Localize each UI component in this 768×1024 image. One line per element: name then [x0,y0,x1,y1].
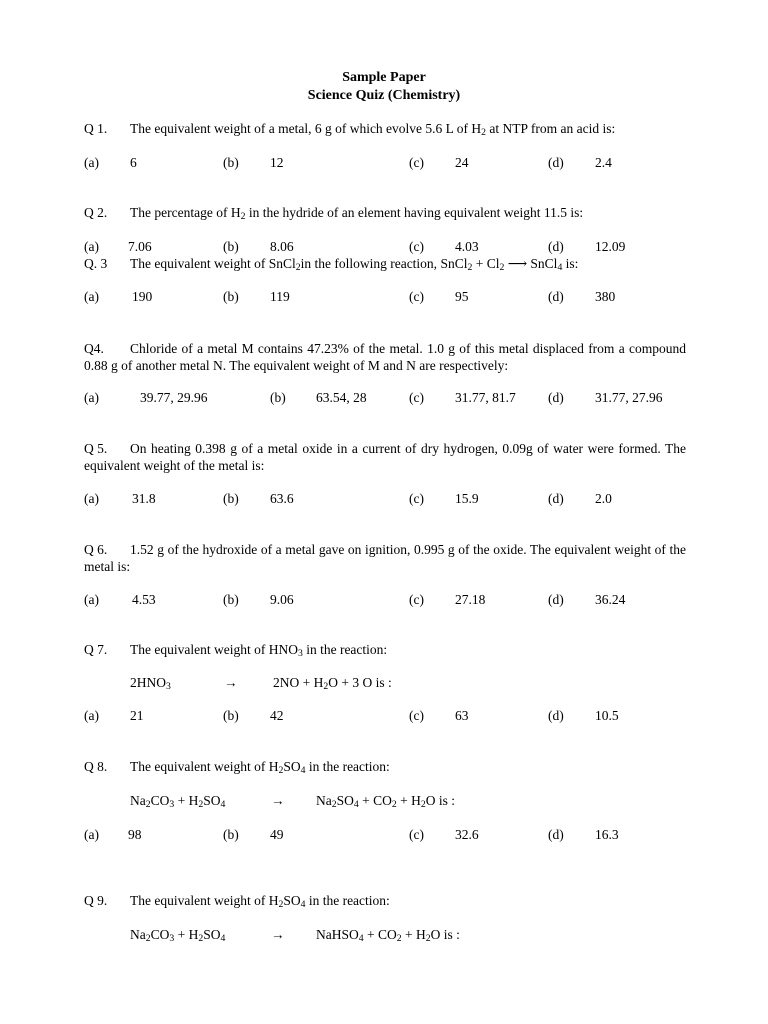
reaction-arrow: → [271,927,285,942]
option-label: (a) [84,708,99,723]
option-value: 8.06 [270,239,294,254]
question-text: The equivalent weight of $H_2SO_4$ in the reaction: [130,759,390,777]
equation-product: $2NO + H_2O + 3$ O is : [273,675,392,693]
option-value: 190 [132,289,153,304]
option-value: 4.03 [455,239,479,254]
question-number: Q 1. [84,121,108,136]
equation-reactant: $Na_2CO_3 + H_2SO_4$ [130,793,226,811]
option-label: (c) [409,390,424,405]
option-value: 15.9 [455,491,479,506]
equation-product: $Na_2SO_4 + CO_2 + H_2O$ is : [316,793,455,811]
option-value: 42 [270,708,284,723]
reaction-arrow: → [271,793,285,808]
question-text: The percentage of $H_2$ in the hydride of an element having equivalent weight 11.5 is: [130,205,584,223]
option-label: (a) [84,239,99,254]
option-label: (a) [84,827,99,842]
option-label: (b) [223,708,239,723]
question-text: Q4. Chloride of a metal M contains 47.23% of the metal. 1.0 g of this metal displaced from a compound 0.88 g of another metal N. The equivalent weight of M and N are respectively: [84,341,686,373]
question-text: The equivalent weight of a metal, 6 g of which evolve 5.6 L of $H_2$ at NTP from an acid is: [130,121,616,139]
option-value: 63.6 [270,491,294,506]
option-label: (b) [223,239,239,254]
option-label: (b) [223,155,239,170]
option-value: 24 [455,155,469,170]
option-value: 10.5 [595,708,619,723]
option-label: (c) [409,155,424,170]
option-value: 380 [595,289,616,304]
option-value: 36.24 [595,592,626,607]
option-value: 6 [130,155,137,170]
option-label: (d) [548,491,564,506]
question-number: Q 8. [84,759,108,774]
option-label: (a) [84,289,99,304]
question-number: Q 9. [84,893,108,908]
option-label: (c) [409,289,424,304]
option-value: 27.18 [455,592,486,607]
option-label: (c) [409,708,424,723]
option-value: 32.6 [455,827,479,842]
page-title: Sample Paper [342,70,426,85]
equation-reactant: $2HNO_3$ [130,675,171,693]
option-label: (b) [223,827,239,842]
option-label: (d) [548,827,564,842]
option-value: 7.06 [128,239,152,254]
option-value: 98 [128,827,142,842]
question-number: Q. 3 [84,256,108,271]
question-text: Q 6. 1.52 g of the hydroxide of a metal gave on ignition, 0.995 g of the oxide. The equivalent weight of the metal is: [84,542,686,574]
option-value: 31.77, 81.7 [455,390,516,405]
page-subtitle: Science Quiz (Chemistry) [307,88,461,103]
question-number: Q 6. [84,542,108,557]
option-label: (d) [548,155,564,170]
option-label: (d) [548,239,564,254]
option-label: (a) [84,390,99,405]
option-label: (b) [223,592,239,607]
option-label: (c) [409,491,424,506]
option-label: (d) [548,390,564,405]
option-value: 63 [455,708,469,723]
option-label: (c) [409,592,424,607]
option-label: (b) [223,491,239,506]
option-value: 95 [455,289,469,304]
question-text: The equivalent weight of $H_2SO_4$ in the reaction: [130,893,390,911]
option-value: 31.77, 27.96 [595,390,663,405]
option-value: 31.8 [132,491,156,506]
equation-product: NaHSO$_4$ + $CO_2 + H_2O$ is : [316,927,460,945]
option-value: 4.53 [132,592,156,607]
option-value: 12 [270,155,284,170]
option-label: (b) [223,289,239,304]
option-value: 2.0 [595,491,612,506]
option-label: (d) [548,289,564,304]
option-value: 49 [270,827,284,842]
option-label: (a) [84,592,99,607]
option-value: 119 [270,289,290,304]
question-number: Q 7. [84,642,108,657]
question-text: The equivalent weight of SnCl$_2$in the following reaction, SnCl$_2$ + $Cl_2$ ⟶ SnCl$_4$ is: [130,256,579,274]
option-value: 21 [130,708,144,723]
option-label: (d) [548,708,564,723]
option-label: (b) [270,390,286,405]
option-value: 9.06 [270,592,294,607]
equation-reactant: $Na_2CO_3 + H_2SO_4$ [130,927,226,945]
question-number: Q 5. [84,441,108,456]
question-text: The equivalent weight of $HNO_3$ in the reaction: [130,642,388,660]
question-number: Q4. [84,341,104,356]
question-text: Q 5. On heating 0.398 g of a metal oxide in a current of dry hydrogen, 0.09g of water were formed. The equivalent weight of the metal is: [84,441,686,473]
question-number: Q 2. [84,205,108,220]
option-label: (c) [409,827,424,842]
option-value: 63.54, 28 [316,390,367,405]
option-label: (c) [409,239,424,254]
option-value: 16.3 [595,827,619,842]
option-value: 2.4 [595,155,612,170]
option-label: (a) [84,491,99,506]
option-label: (a) [84,155,99,170]
option-value: 39.77, 29.96 [140,390,208,405]
option-value: 12.09 [595,239,626,254]
option-label: (d) [548,592,564,607]
reaction-arrow: → [224,675,238,690]
